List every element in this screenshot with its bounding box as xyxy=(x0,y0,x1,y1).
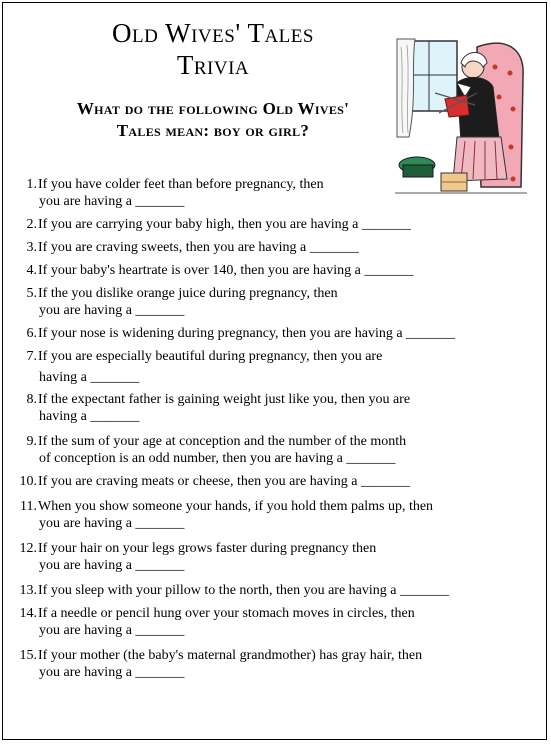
question-number: 15. xyxy=(19,648,37,663)
question-number: 5. xyxy=(26,286,37,301)
question-item-14 xyxy=(13,605,538,639)
question-item-8 xyxy=(13,391,538,425)
question-item-11 xyxy=(13,498,538,532)
question-text: If you are craving meats or cheese, then you are having a _______ xyxy=(38,474,411,489)
question-text-continued: having a _______ xyxy=(39,409,140,424)
question-number: 7. xyxy=(26,349,37,364)
question-item-13 xyxy=(13,582,538,599)
question-text: If your mother (the baby's maternal grandmother) has gray hair, then xyxy=(38,648,423,663)
question-text: If your nose is widening during pregnancy, then you are having a _______ xyxy=(38,326,456,341)
question-item-9 xyxy=(13,433,538,467)
question-text: If the you dislike orange juice during pregnancy, then xyxy=(38,286,338,301)
question-item-12 xyxy=(13,540,538,574)
question-number: 3. xyxy=(26,240,37,255)
question-text: If your baby's heartrate is over 140, then you are having a _______ xyxy=(38,263,414,278)
question-text: If the sum of your age at conception and the number of the month xyxy=(38,434,407,449)
question-number: 6. xyxy=(26,326,37,341)
trivia-page xyxy=(2,2,547,740)
question-item-6 xyxy=(13,325,538,342)
question-text: If you are carrying your baby high, then you are having a _______ xyxy=(38,217,411,232)
question-item-2 xyxy=(13,216,538,233)
questions-list xyxy=(13,176,538,681)
question-text-continued: you are having a _______ xyxy=(39,623,185,638)
question-item-7 xyxy=(13,348,538,386)
question-text-continued: having a _______ xyxy=(39,370,140,385)
question-item-1 xyxy=(13,176,538,210)
question-item-15 xyxy=(13,647,538,681)
question-text: If you are craving sweets, then you are having a _______ xyxy=(38,240,359,255)
question-number: 8. xyxy=(26,392,37,407)
question-text: If your hair on your legs grows faster during pregnancy then xyxy=(38,541,377,556)
question-number: 14. xyxy=(19,606,37,621)
question-text: If you have colder feet than before pregnancy, then xyxy=(38,177,324,192)
question-item-3 xyxy=(13,239,538,256)
question-item-10 xyxy=(13,473,538,490)
question-item-5 xyxy=(13,285,538,319)
question-item-4 xyxy=(13,262,538,279)
question-text: When you show someone your hands, if you hold them palms up, then xyxy=(38,499,434,514)
question-text-continued: you are having a _______ xyxy=(39,665,185,680)
title-line-2: Trivia xyxy=(176,50,250,80)
subtitle-line-1: What do the following Old Wives' xyxy=(76,99,350,118)
page-subtitle xyxy=(33,98,393,142)
question-number: 1. xyxy=(26,177,37,192)
question-number: 13. xyxy=(19,583,37,598)
question-text: If the expectant father is gaining weight just like you, then you are xyxy=(38,392,411,407)
question-number: 10. xyxy=(19,474,37,489)
question-number: 12. xyxy=(19,541,37,556)
question-text: If you sleep with your pillow to the north, then you are having a _______ xyxy=(38,583,449,598)
subtitle-line-2: Tales mean: boy or girl? xyxy=(116,121,310,140)
question-text-continued: you are having a _______ xyxy=(39,558,185,573)
question-text: If you are especially beautiful during pregnancy, then you are xyxy=(38,349,383,364)
question-number: 4. xyxy=(26,263,37,278)
question-text-continued: of conception is an odd number, then you are having a _______ xyxy=(39,451,396,466)
question-text-continued: you are having a _______ xyxy=(39,516,185,531)
question-number: 2. xyxy=(26,217,37,232)
page-title xyxy=(33,17,393,81)
question-text: If a needle or pencil hung over your stomach moves in circles, then xyxy=(38,606,415,621)
grandmother-knitting-illustration xyxy=(395,37,527,197)
question-text-continued: you are having a _______ xyxy=(39,194,185,209)
title-line-1: Old Wives' Tales xyxy=(112,18,314,48)
question-number: 11. xyxy=(20,499,37,514)
question-number: 9. xyxy=(26,434,37,449)
question-text-continued: you are having a _______ xyxy=(39,303,185,318)
